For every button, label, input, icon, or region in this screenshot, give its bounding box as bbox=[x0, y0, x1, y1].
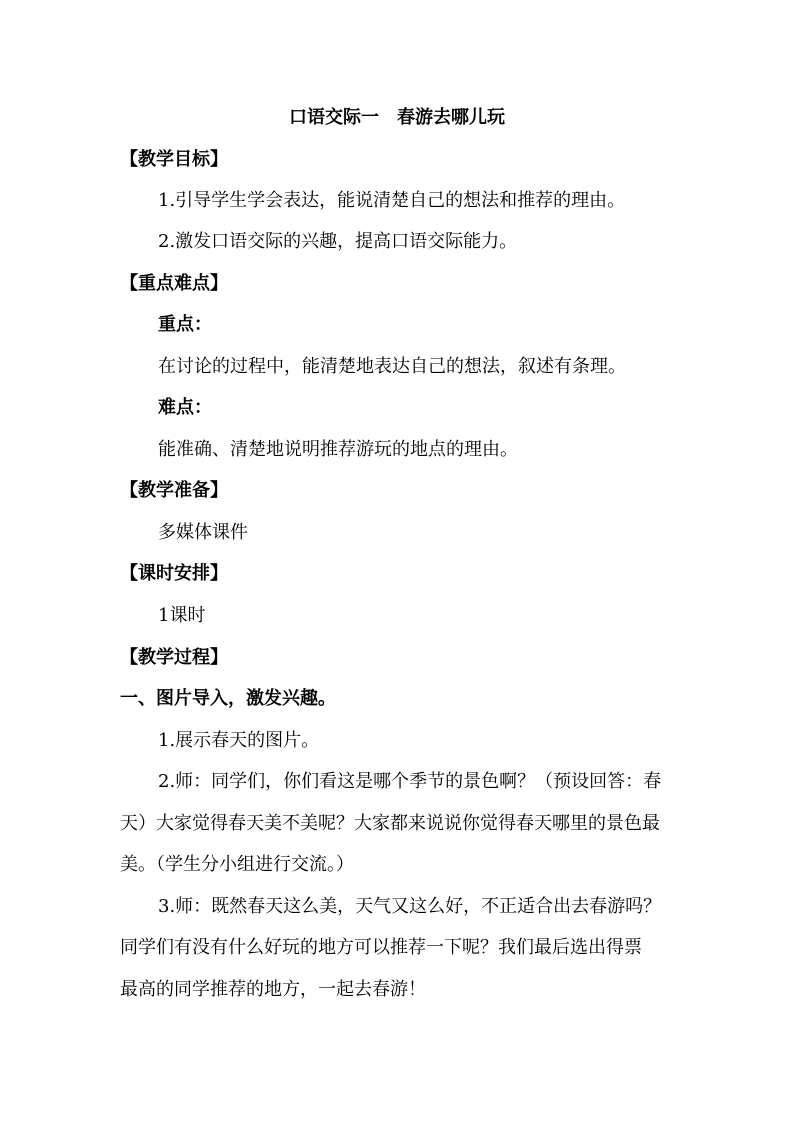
objective-item-1: 1.引导学生学会表达，能说清楚自己的想法和推荐的理由。 bbox=[158, 190, 626, 211]
difficult-point-text: 能准确、清楚地说明推荐游玩的地点的理由。 bbox=[158, 439, 518, 460]
process-heading: 【教学过程】 bbox=[120, 647, 228, 668]
preparation-text: 多媒体课件 bbox=[158, 522, 248, 543]
process-step-3-line-3: 最高的同学推荐的地方，一起去春游！ bbox=[120, 979, 426, 1000]
process-step-3-line-1: 3.师：既然春天这么美，天气又这么好，不正适合出去春游吗？ bbox=[158, 896, 662, 917]
process-step-3-line-2: 同学们有没有什么好玩的地方可以推荐一下呢？我们最后选出得票 bbox=[120, 937, 642, 958]
process-step-2-line-2: 天）大家觉得春天美不美呢？大家都来说说你觉得春天哪里的景色最 bbox=[120, 813, 660, 834]
schedule-heading: 【课时安排】 bbox=[120, 563, 228, 584]
schedule-text: 1课时 bbox=[158, 605, 206, 626]
objectives-heading: 【教学目标】 bbox=[120, 149, 228, 170]
process-step-1: 1.展示春天的图片。 bbox=[158, 730, 320, 751]
process-step-2-line-1: 2.师：同学们，你们看这是哪个季节的景色啊？（预设回答：春 bbox=[158, 771, 662, 792]
preparation-heading: 【教学准备】 bbox=[120, 480, 228, 501]
key-point-text: 在讨论的过程中，能清楚地表达自己的想法，叙述有条理。 bbox=[158, 356, 626, 377]
process-part1-heading: 一、图片导入，激发兴趣。 bbox=[120, 688, 336, 709]
key-point-label: 重点： bbox=[158, 314, 212, 335]
process-step-2-line-3: 美。（学生分小组进行交流。） bbox=[120, 854, 354, 875]
key-points-heading: 【重点难点】 bbox=[120, 273, 228, 294]
difficult-point-label: 难点： bbox=[158, 397, 212, 418]
page-title: 口语交际一 春游去哪儿玩 bbox=[289, 107, 505, 128]
objective-item-2: 2.激发口语交际的兴趣，提高口语交际能力。 bbox=[158, 231, 518, 252]
